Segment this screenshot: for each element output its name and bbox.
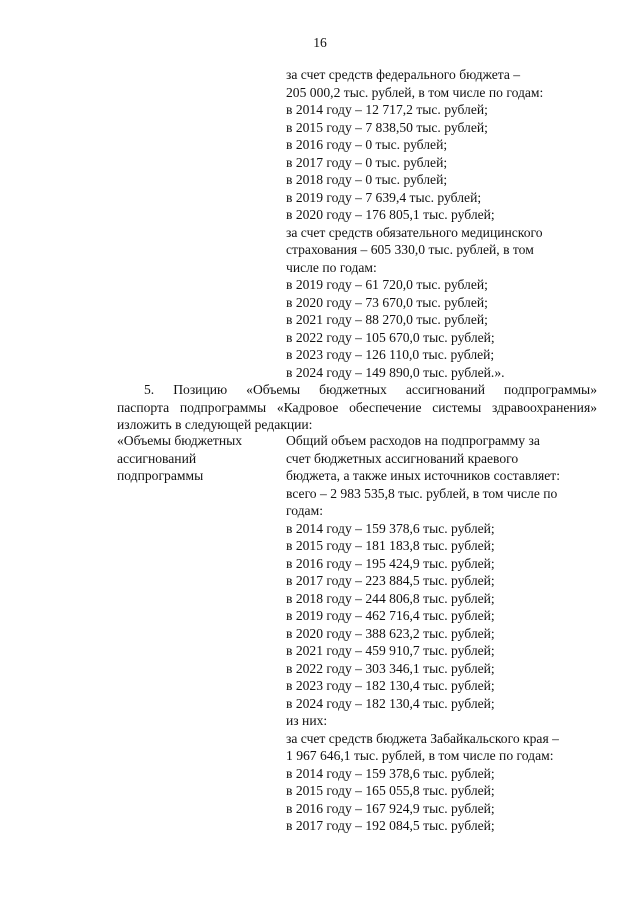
value-line: в 2017 году – 192 084,5 тыс. рублей; — [286, 818, 495, 833]
budget-allocation-value — [286, 432, 596, 835]
text-line: в 2019 году – 61 720,0 тыс. рублей; — [286, 277, 488, 292]
value-line: в 2015 году – 165 055,8 тыс. рублей; — [286, 783, 495, 798]
text-line: в 2015 году – 7 838,50 тыс. рублей; — [286, 119, 488, 135]
value-line: в 2015 году – 181 183,8 тыс. рублей; — [286, 538, 495, 553]
funding-continuation-block — [286, 66, 596, 381]
text-line: за счет средств федерального бюджета – — [286, 67, 521, 82]
text-line: числе по годам: — [286, 259, 377, 275]
value-line: в 2020 году – 388 623,2 тыс. рублей; — [286, 625, 495, 641]
label-line: «Объемы бюджетных — [117, 433, 243, 448]
value-line: за счет средств бюджета Забайкальского края – — [286, 730, 559, 746]
value-line: в 2014 году – 159 378,6 тыс. рублей; — [286, 765, 495, 781]
text-line: 205 000,2 тыс. рублей, в том числе по годам: — [286, 84, 544, 100]
text-line: в 2016 году – 0 тыс. рублей; — [286, 137, 448, 152]
text-line: в 2014 году – 12 717,2 тыс. рублей; — [286, 102, 488, 117]
value-line: из них: — [286, 713, 328, 728]
value-line: в 2018 году – 244 806,8 тыс. рублей; — [286, 590, 495, 606]
text-line: в 2024 году – 149 890,0 тыс. рублей.». — [286, 364, 505, 380]
page-number: 16 — [313, 35, 327, 50]
text-line: страхования – 605 330,0 тыс. рублей, в том — [286, 242, 534, 257]
paragraph-5-line-2: паспорта подпрограммы «Кадровое обеспечение системы здравоохранения» — [117, 399, 597, 415]
value-line: в 2019 году – 462 716,4 тыс. рублей; — [286, 608, 495, 623]
value-line: счет бюджетных ассигнований краевого — [286, 450, 519, 466]
value-line: годам: — [286, 503, 323, 518]
text-line: в 2023 году – 126 110,0 тыс. рублей; — [286, 347, 495, 362]
label-line: подпрограммы — [117, 468, 204, 483]
value-line: в 2024 году – 182 130,4 тыс. рублей; — [286, 695, 495, 711]
text-line: в 2021 году – 88 270,0 тыс. рублей; — [286, 312, 488, 327]
value-line: в 2016 году – 167 924,9 тыс. рублей; — [286, 800, 495, 816]
text-line: в 2019 году – 7 639,4 тыс. рублей; — [286, 189, 482, 205]
budget-allocation-label — [117, 432, 277, 485]
text-line: в 2022 году – 105 670,0 тыс. рублей; — [286, 329, 495, 345]
value-line: 1 967 646,1 тыс. рублей, в том числе по годам: — [286, 748, 554, 763]
value-line: в 2016 году – 195 424,9 тыс. рублей; — [286, 555, 495, 571]
text-line: в 2020 году – 176 805,1 тыс. рублей; — [286, 207, 495, 222]
text-line: в 2018 году – 0 тыс. рублей; — [286, 172, 448, 187]
paragraph-5 — [117, 381, 597, 434]
value-line: в 2021 году – 459 910,7 тыс. рублей; — [286, 643, 495, 658]
paragraph-5-line-3: изложить в следующей редакции: — [117, 417, 313, 432]
value-line: Общий объем расходов на подпрограмму за — [286, 433, 540, 448]
value-line: бюджета, а также иных источников составляет: — [286, 468, 560, 483]
value-line: в 2017 году – 223 884,5 тыс. рублей; — [286, 573, 495, 588]
value-line: всего – 2 983 535,8 тыс. рублей, в том числе по — [286, 485, 558, 501]
value-line: в 2014 году – 159 378,6 тыс. рублей; — [286, 520, 495, 536]
label-line: ассигнований — [117, 450, 197, 466]
text-line: за счет средств обязательного медицинского — [286, 224, 543, 240]
value-line: в 2023 году – 182 130,4 тыс. рублей; — [286, 678, 495, 693]
text-line: в 2017 году – 0 тыс. рублей; — [286, 154, 448, 170]
paragraph-5-line-1: 5. Позицию «Объемы бюджетных ассигнований подпрограммы» — [144, 382, 597, 397]
text-line: в 2020 году – 73 670,0 тыс. рублей; — [286, 294, 488, 310]
value-line: в 2022 году – 303 346,1 тыс. рублей; — [286, 660, 495, 676]
